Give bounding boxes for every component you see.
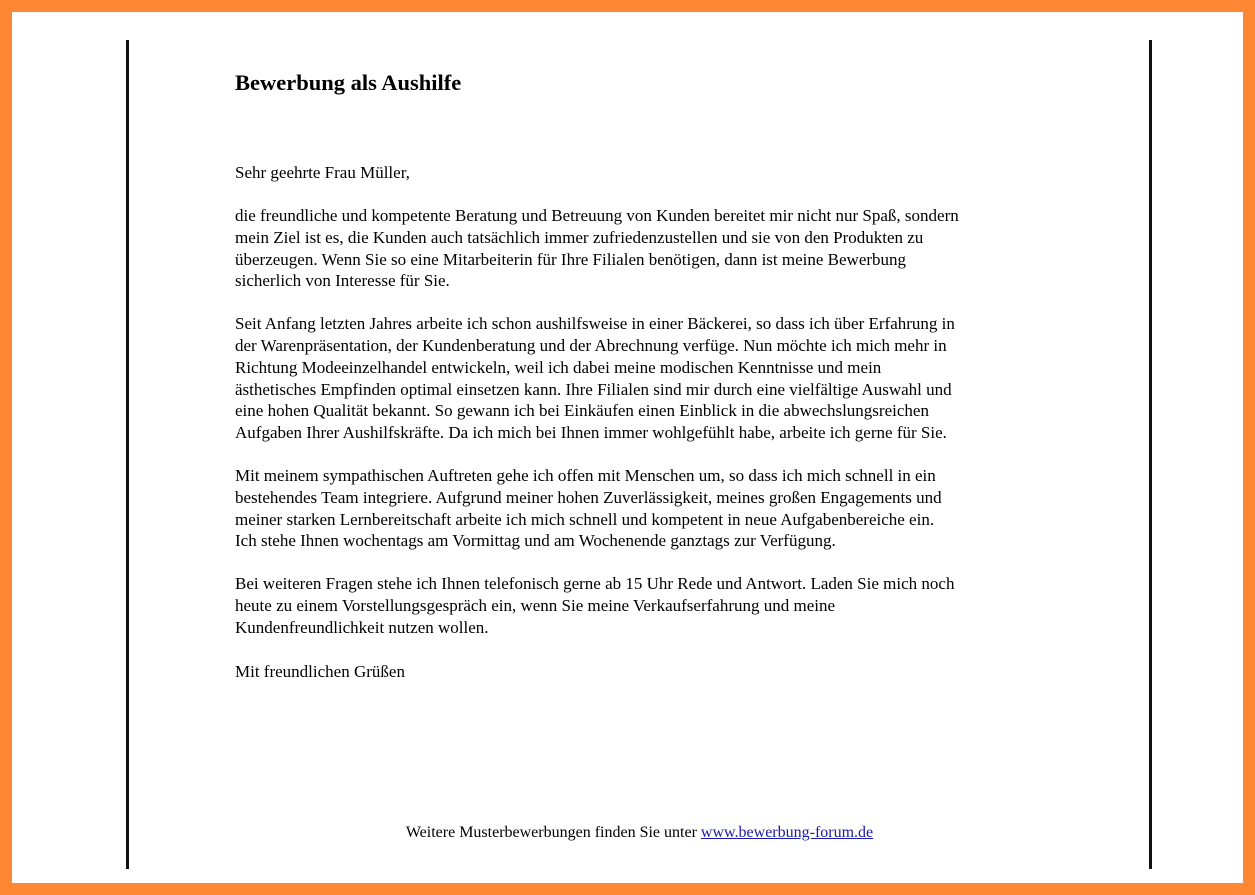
paragraph-line: Mit meinem sympathischen Auftreten gehe ich offen mit Menschen um, so dass ich mich schnell in ein <box>235 465 936 485</box>
right-margin-rule <box>1149 40 1152 869</box>
paragraph-line: Richtung Modeeinzelhandel entwickeln, weil ich dabei meine modischen Kenntnisse und mein <box>235 357 882 377</box>
paragraph-line: Bei weiteren Fragen stehe ich Ihnen telefonisch gerne ab 15 Uhr Rede und Antwort. Laden Sie mich noch <box>235 574 955 594</box>
letter-paragraph <box>235 573 1055 638</box>
salutation: Sehr geehrte Frau Müller, <box>235 163 410 182</box>
letter-paragraph <box>235 313 1055 444</box>
left-margin-rule <box>126 40 129 869</box>
paragraph-line: der Warenpräsentation, der Kundenberatung und der Abrechnung verfüge. Nun möchte ich mich mehr in <box>235 335 947 355</box>
paragraph-line: meiner starken Lernbereitschaft arbeite ich mich schnell und kompetent in neue Aufgabenbereiche ein. <box>235 509 935 529</box>
paragraph-line: sicherlich von Interesse für Sie. <box>235 271 450 291</box>
letter-paragraphs <box>235 205 1055 639</box>
paragraph-line: die freundliche und kompetente Beratung und Betreuung von Kunden bereitet mir nicht nur Spaß, sondern <box>235 206 959 225</box>
paragraph-line: bestehendes Team integriere. Aufgrund meiner hohen Zuverlässigkeit, meines großen Engagements und <box>235 487 942 507</box>
paragraph-line: überzeugen. Wenn Sie so eine Mitarbeiterin für Ihre Filialen benötigen, dann ist meine Bewerbung <box>235 249 907 269</box>
letter-body <box>235 68 1055 683</box>
paragraph-line: heute zu einem Vorstellungsgespräch ein, wenn Sie meine Verkaufserfahrung und meine <box>235 595 836 615</box>
letter-paragraph <box>235 205 1055 292</box>
footer <box>12 822 1255 844</box>
letter-title: Bewerbung als Aushilfe <box>235 70 462 95</box>
paragraph-line: Ich stehe Ihnen wochentags am Vormittag und am Wochenende ganztags zur Verfügung. <box>235 531 836 551</box>
paragraph-line: Kundenfreundlichkeit nutzen wollen. <box>235 617 489 637</box>
footer-text: Weitere Musterbewerbungen finden Sie unter <box>405 824 697 841</box>
letter-paragraph <box>235 465 1055 552</box>
paragraph-line: ästhetisches Empfinden optimal einsetzen kann. Ihre Filialen sind mir durch eine vielfältige Auswahl und <box>235 379 952 399</box>
footer-link[interactable]: www.bewerbung-forum.de <box>700 824 874 841</box>
paragraph-line: Seit Anfang letzten Jahres arbeite ich schon aushilfsweise in einer Bäckerei, so dass ich über Erfahrung in <box>235 314 955 334</box>
paragraph-line: mein Ziel ist es, die Kunden auch tatsächlich immer zufriedenzustellen und sie von den Produkten zu <box>235 227 924 247</box>
closing: Mit freundlichen Grüßen <box>235 661 405 681</box>
paragraph-line: eine hohen Qualität bekannt. So gewann ich bei Einkäufen einen Einblick in die abwechslungsreichen <box>235 401 929 421</box>
paragraph-line: Aufgaben Ihrer Aushilfskräfte. Da ich mich bei Ihnen immer wohlgefühlt habe, arbeite ich gerne für Sie. <box>235 423 947 443</box>
